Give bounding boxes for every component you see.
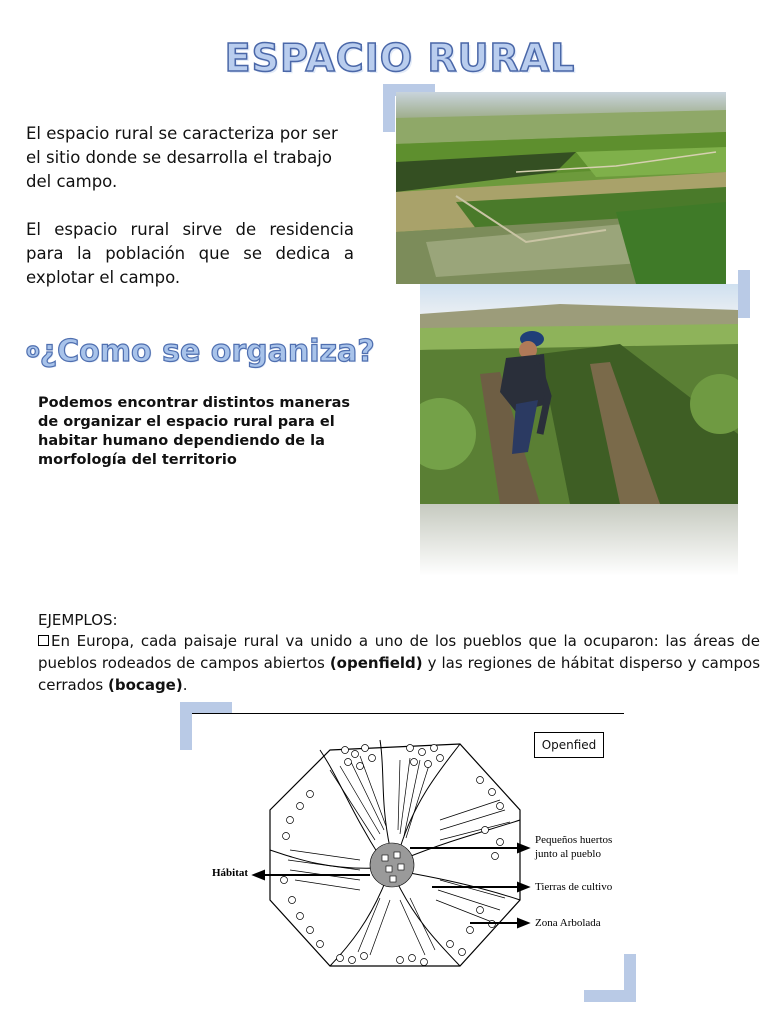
- checkbox-icon: [38, 635, 49, 646]
- diagram-corner-bottom-h: [584, 990, 636, 1002]
- label-huertos-2: junto al pueblo: [535, 848, 601, 860]
- intro-paragraph-1: El espacio rural se caracteriza por ser el sitio donde se desarrolla el trabajo del campo.: [26, 124, 338, 191]
- section-body: Podemos encontrar distintos maneras de organizar el espacio rural para el habitar humano dependiendo de la morfología del territorio: [38, 395, 351, 468]
- examples-text-b: y las regiones de hábitat disperso y campos cerrados: [38, 654, 761, 694]
- openfield-term: (openfield): [329, 654, 423, 672]
- heading-bullet: o: [26, 338, 40, 362]
- label-zona-arbolada: Zona Arbolada: [535, 917, 601, 929]
- examples-text-c: .: [182, 676, 188, 694]
- diagram-top-rule: [192, 713, 624, 714]
- openfield-box: Openfied: [534, 732, 604, 758]
- bocage-term: (bocage): [108, 676, 183, 694]
- examples-text-a: En Europa, cada paisaje rural va unido a uno de los pueblos que la ocuparon: las áreas de pueblos rodeados de campos abiertos: [38, 632, 760, 672]
- label-habitat: Hábitat: [212, 867, 249, 879]
- landscape-photo: [396, 92, 726, 284]
- intro-paragraph-2: El espacio rural sirve de residencia para la población que se dedica a explotar el campo.: [26, 220, 354, 287]
- examples-label: EJEMPLOS:: [38, 611, 118, 629]
- page-title: ESPACIO RURAL: [224, 36, 576, 80]
- label-tierras: Tierras de cultivo: [535, 881, 613, 893]
- section-heading: [26, 334, 375, 369]
- farmer-photo: [420, 284, 738, 504]
- heading-text: ¿Como se organiza?: [39, 334, 375, 369]
- label-huertos-1: Pequeños huertos: [535, 834, 613, 846]
- photo-reflection: [420, 504, 738, 576]
- examples-text: [38, 630, 760, 696]
